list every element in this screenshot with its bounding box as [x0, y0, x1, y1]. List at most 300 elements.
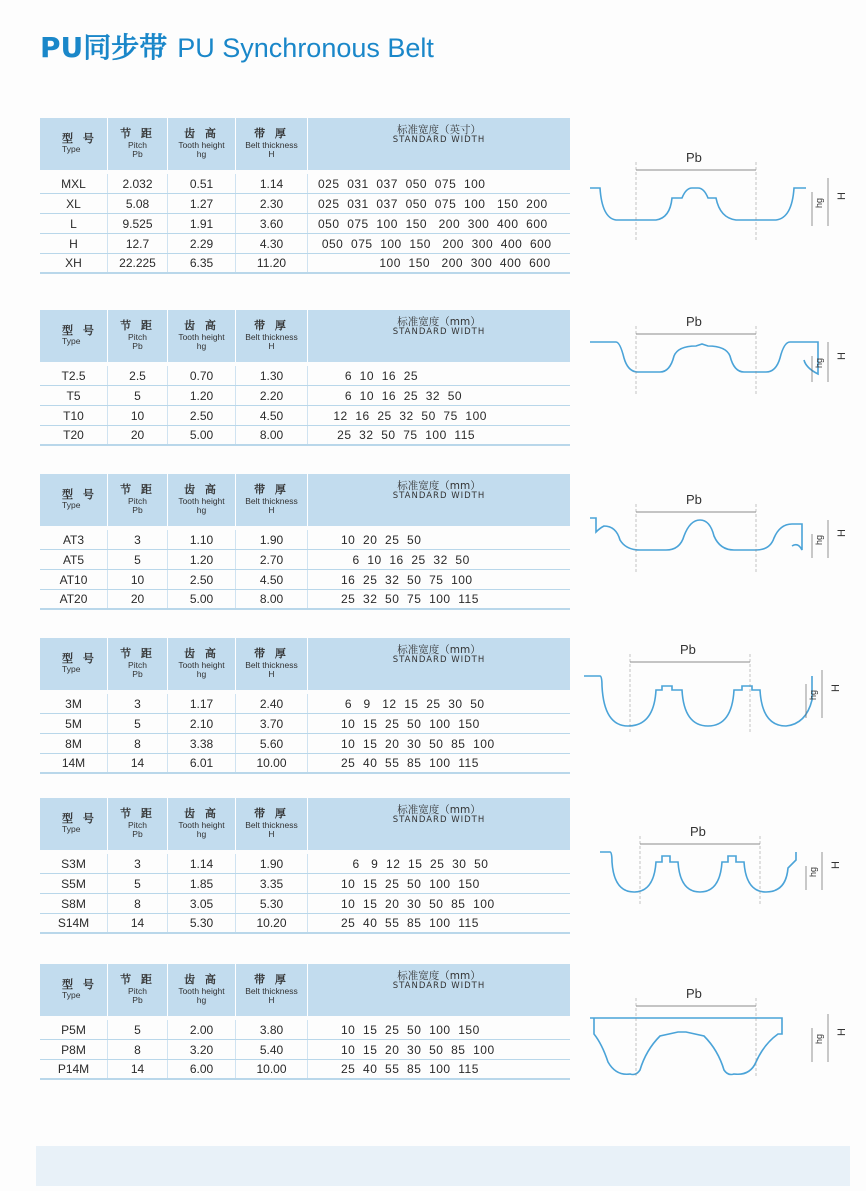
cell-tooth-height: 3.38	[168, 734, 236, 753]
cell-belt-thickness: 8.00	[236, 426, 308, 444]
cell-type: T2.5	[40, 366, 108, 385]
cell-belt-thickness: 2.30	[236, 194, 308, 213]
title-english: PU Synchronous Belt	[177, 33, 434, 63]
header-type-en: Type	[62, 144, 81, 155]
table-row	[40, 194, 570, 214]
cell-pitch: 5	[108, 714, 168, 733]
header-pitch-symbol: Pb	[132, 341, 143, 352]
cell-tooth-height: 6.35	[168, 254, 236, 272]
table-row	[40, 714, 570, 734]
table-row	[40, 366, 570, 386]
table-header	[40, 964, 570, 1016]
header-type-cn: 型 号	[62, 811, 97, 825]
table-row	[40, 214, 570, 234]
header-tooth-en: Tooth height	[178, 495, 225, 506]
header-type	[40, 798, 108, 850]
cell-belt-thickness: 2.70	[236, 550, 308, 569]
spec-table	[40, 798, 570, 934]
cell-type: P5M	[40, 1020, 108, 1039]
header-pitch-cn: 节 距	[120, 318, 155, 332]
cell-standard-widths: 12 16 25 32 50 75 100	[318, 408, 487, 423]
header-pitch-en: Pitch	[128, 819, 147, 830]
table-header	[40, 798, 570, 850]
table-row	[40, 854, 570, 874]
cell-belt-thickness: 3.60	[236, 214, 308, 233]
thickness-label: H	[830, 684, 843, 692]
cell-pitch: 14	[108, 914, 168, 932]
cell-pitch: 3	[108, 694, 168, 713]
cell-pitch: 22.225	[108, 254, 168, 272]
header-pitch	[108, 798, 168, 850]
cell-pitch: 8	[108, 734, 168, 753]
header-tooth-en: Tooth height	[178, 985, 225, 996]
thickness-label: H	[836, 1028, 849, 1036]
cell-standard-widths: 10 15 25 50 100 150	[318, 1022, 480, 1037]
header-width-en: STANDARD WIDTH	[392, 491, 486, 502]
belt-profile-svg	[580, 640, 843, 740]
header-width-en: STANDARD WIDTH	[392, 655, 486, 666]
header-type-cn: 型 号	[62, 651, 97, 665]
table-row	[40, 734, 570, 754]
header-width	[308, 638, 570, 690]
header-thickness	[236, 964, 308, 1016]
header-thickness-cn: 带 厚	[254, 318, 289, 332]
cell-standard-widths: 10 15 20 30 50 85 100	[318, 736, 495, 751]
table-row	[40, 530, 570, 550]
header-thickness-symbol: H	[268, 669, 275, 680]
cell-tooth-height: 6.01	[168, 754, 236, 772]
cell-pitch: 9.525	[108, 214, 168, 233]
cell-type: AT3	[40, 530, 108, 549]
cell-type: AT5	[40, 550, 108, 569]
cell-type: MXL	[40, 174, 108, 193]
cell-standard-widths: 10 15 25 50 100 150	[318, 876, 480, 891]
cell-belt-thickness: 4.30	[236, 234, 308, 253]
table-row	[40, 550, 570, 570]
cell-standard-widths: 10 15 20 30 50 85 100	[318, 896, 495, 911]
cell-belt-thickness: 10.00	[236, 754, 308, 772]
header-type-en: Type	[62, 990, 81, 1001]
header-type-en: Type	[62, 824, 81, 835]
cell-tooth-height: 2.50	[168, 406, 236, 425]
header-tooth	[168, 638, 236, 690]
cell-belt-thickness: 5.30	[236, 894, 308, 913]
header-thickness-en: Belt thickness	[245, 139, 298, 150]
cell-type: AT20	[40, 590, 108, 608]
cell-pitch: 2.5	[108, 366, 168, 385]
cell-pitch: 10	[108, 406, 168, 425]
cell-tooth-height: 2.50	[168, 570, 236, 589]
belt-profile-svg	[590, 822, 843, 912]
cell-standard-widths: 16 25 32 50 75 100	[318, 572, 473, 587]
cell-standard-widths: 6 9 12 15 25 30 50	[318, 696, 485, 711]
header-pitch-symbol: Pb	[132, 829, 143, 840]
cell-tooth-height: 1.91	[168, 214, 236, 233]
cell-belt-thickness: 1.90	[236, 854, 308, 873]
cell-tooth-height: 5.30	[168, 914, 236, 932]
cell-type: T5	[40, 386, 108, 405]
header-thickness-symbol: H	[268, 829, 275, 840]
header-width-en: STANDARD WIDTH	[392, 815, 486, 826]
header-thickness-cn: 带 厚	[254, 482, 289, 496]
header-tooth	[168, 310, 236, 362]
belt-outline	[590, 188, 806, 220]
header-width-en: STANDARD WIDTH	[392, 135, 486, 146]
header-tooth-cn: 齿 高	[184, 482, 219, 496]
belt-outline	[584, 676, 812, 726]
table-row	[40, 894, 570, 914]
table-row	[40, 386, 570, 406]
cell-belt-thickness: 1.30	[236, 366, 308, 385]
header-thickness-cn: 带 厚	[254, 972, 289, 986]
thickness-label: H	[836, 529, 849, 537]
cell-belt-thickness: 5.40	[236, 1040, 308, 1059]
header-width	[308, 798, 570, 850]
table-body	[40, 850, 570, 934]
table-row	[40, 570, 570, 590]
header-tooth-symbol: hg	[196, 669, 207, 680]
header-pitch-symbol: Pb	[132, 149, 143, 160]
cell-tooth-height: 5.00	[168, 426, 236, 444]
header-width-cn: 标准宽度（mm）	[397, 804, 481, 816]
tooth-height-label: hg	[813, 357, 824, 369]
cell-belt-thickness: 4.50	[236, 406, 308, 425]
cell-belt-thickness: 2.20	[236, 386, 308, 405]
cell-tooth-height: 3.05	[168, 894, 236, 913]
spec-table	[40, 118, 570, 274]
cell-belt-thickness: 3.70	[236, 714, 308, 733]
header-tooth-en: Tooth height	[178, 659, 225, 670]
cell-pitch: 5	[108, 386, 168, 405]
belt-outline	[600, 852, 796, 892]
cell-tooth-height: 5.00	[168, 590, 236, 608]
pitch-label: Pb	[686, 150, 702, 165]
header-width-cn: 标准宽度（mm）	[397, 644, 481, 656]
cell-type: H	[40, 234, 108, 253]
cell-tooth-height: 1.27	[168, 194, 236, 213]
cell-standard-widths: 050 075 100 150 200 300 400 600	[318, 236, 552, 251]
header-thickness	[236, 638, 308, 690]
header-pitch	[108, 638, 168, 690]
cell-type: S14M	[40, 914, 108, 932]
cell-belt-thickness: 10.00	[236, 1060, 308, 1078]
header-type	[40, 310, 108, 362]
header-pitch-symbol: Pb	[132, 995, 143, 1006]
spec-table	[40, 474, 570, 610]
spec-table	[40, 964, 570, 1080]
header-thickness-cn: 带 厚	[254, 646, 289, 660]
header-tooth-cn: 齿 高	[184, 972, 219, 986]
belt-profile-svg	[586, 312, 849, 404]
header-thickness-cn: 带 厚	[254, 126, 289, 140]
header-thickness-en: Belt thickness	[245, 331, 298, 342]
cell-tooth-height: 1.14	[168, 854, 236, 873]
header-width	[308, 118, 570, 170]
cell-pitch: 5.08	[108, 194, 168, 213]
header-pitch-en: Pitch	[128, 331, 147, 342]
spec-table	[40, 310, 570, 446]
table-body	[40, 170, 570, 274]
header-tooth-symbol: hg	[196, 341, 207, 352]
table-row	[40, 406, 570, 426]
tooth-height-label: hg	[813, 1033, 824, 1045]
header-tooth-cn: 齿 高	[184, 318, 219, 332]
header-width-cn: 标准宽度（mm）	[397, 970, 481, 982]
header-tooth-symbol: hg	[196, 149, 207, 160]
belt-profile-svg	[586, 148, 849, 248]
header-pitch	[108, 474, 168, 526]
cell-tooth-height: 2.10	[168, 714, 236, 733]
header-width-en: STANDARD WIDTH	[392, 327, 486, 338]
cell-standard-widths: 6 10 16 25	[318, 368, 419, 383]
header-pitch-cn: 节 距	[120, 806, 155, 820]
cell-belt-thickness: 3.35	[236, 874, 308, 893]
cell-tooth-height: 1.17	[168, 694, 236, 713]
table-header	[40, 638, 570, 690]
cell-pitch: 20	[108, 426, 168, 444]
cell-tooth-height: 2.00	[168, 1020, 236, 1039]
pitch-label: Pb	[686, 986, 702, 1001]
cell-standard-widths: 10 15 20 30 50 85 100	[318, 1042, 495, 1057]
pitch-label: Pb	[686, 314, 702, 329]
table-row	[40, 754, 570, 774]
header-pitch-cn: 节 距	[120, 482, 155, 496]
header-thickness-symbol: H	[268, 149, 275, 160]
header-tooth-cn: 齿 高	[184, 126, 219, 140]
cell-standard-widths: 6 9 12 15 25 30 50	[318, 856, 489, 871]
spec-table	[40, 638, 570, 774]
header-pitch-cn: 节 距	[120, 646, 155, 660]
cell-standard-widths: 25 32 50 75 100 115	[318, 592, 479, 606]
header-tooth-en: Tooth height	[178, 139, 225, 150]
table-row	[40, 694, 570, 714]
cell-type: XL	[40, 194, 108, 213]
table-row	[40, 874, 570, 894]
header-thickness-symbol: H	[268, 505, 275, 516]
header-tooth-symbol: hg	[196, 829, 207, 840]
cell-type: S5M	[40, 874, 108, 893]
header-width-cn: 标准宽度（mm）	[397, 316, 481, 328]
table-row	[40, 234, 570, 254]
header-type	[40, 638, 108, 690]
cell-standard-widths: 25 40 55 85 100 115	[318, 1062, 479, 1076]
belt-profile-diagram	[590, 822, 843, 912]
header-thickness-symbol: H	[268, 995, 275, 1006]
cell-tooth-height: 1.85	[168, 874, 236, 893]
header-thickness	[236, 474, 308, 526]
cell-standard-widths: 6 10 16 25 32 50	[318, 552, 470, 567]
table-row	[40, 1060, 570, 1080]
belt-profile-diagram	[586, 490, 849, 580]
header-type	[40, 964, 108, 1016]
header-tooth-symbol: hg	[196, 995, 207, 1006]
table-row	[40, 1020, 570, 1040]
cell-standard-widths: 10 20 25 50	[318, 532, 422, 547]
cell-belt-thickness: 1.90	[236, 530, 308, 549]
header-thickness-cn: 带 厚	[254, 806, 289, 820]
tooth-height-label: hg	[813, 197, 824, 209]
belt-outline	[590, 1018, 782, 1075]
header-thickness	[236, 310, 308, 362]
header-type-cn: 型 号	[62, 131, 97, 145]
cell-standard-widths: 050 075 100 150 200 300 400 600	[318, 216, 548, 231]
header-type-cn: 型 号	[62, 323, 97, 337]
header-thickness	[236, 118, 308, 170]
cell-pitch: 12.7	[108, 234, 168, 253]
cell-pitch: 14	[108, 754, 168, 772]
cell-tooth-height: 6.00	[168, 1060, 236, 1078]
table-header	[40, 310, 570, 362]
title-chinese: PU同步带	[40, 31, 168, 64]
pitch-label: Pb	[686, 492, 702, 507]
cell-tooth-height: 3.20	[168, 1040, 236, 1059]
header-width-cn: 标准宽度（英寸）	[397, 124, 481, 136]
cell-standard-widths: 25 40 55 85 100 115	[318, 756, 479, 770]
cell-pitch: 3	[108, 530, 168, 549]
table-row	[40, 426, 570, 446]
cell-belt-thickness: 2.40	[236, 694, 308, 713]
cell-pitch: 8	[108, 894, 168, 913]
cell-type: 3M	[40, 694, 108, 713]
table-header	[40, 118, 570, 170]
table-row	[40, 174, 570, 194]
cell-tooth-height: 2.29	[168, 234, 236, 253]
header-tooth	[168, 798, 236, 850]
header-type	[40, 118, 108, 170]
cell-belt-thickness: 3.80	[236, 1020, 308, 1039]
header-pitch	[108, 310, 168, 362]
header-type-cn: 型 号	[62, 977, 97, 991]
cell-standard-widths: 6 10 16 25 32 50	[318, 388, 463, 403]
cell-pitch: 5	[108, 874, 168, 893]
table-body	[40, 526, 570, 610]
thickness-label: H	[836, 352, 849, 360]
header-width-cn: 标准宽度（mm）	[397, 480, 481, 492]
header-pitch	[108, 118, 168, 170]
cell-pitch: 2.032	[108, 174, 168, 193]
cell-type: 5M	[40, 714, 108, 733]
cell-type: 14M	[40, 754, 108, 772]
header-width	[308, 310, 570, 362]
header-width	[308, 964, 570, 1016]
header-pitch-en: Pitch	[128, 495, 147, 506]
header-pitch-en: Pitch	[128, 139, 147, 150]
tooth-height-label: hg	[813, 534, 824, 546]
cell-pitch: 8	[108, 1040, 168, 1059]
pitch-label: Pb	[690, 824, 706, 839]
table-body	[40, 690, 570, 774]
header-type	[40, 474, 108, 526]
cell-pitch: 3	[108, 854, 168, 873]
belt-profile-diagram	[580, 640, 843, 740]
cell-standard-widths: 025 031 037 050 075 100	[318, 176, 486, 191]
header-tooth	[168, 964, 236, 1016]
cell-belt-thickness: 8.00	[236, 590, 308, 608]
table-body	[40, 362, 570, 446]
cell-belt-thickness: 10.20	[236, 914, 308, 932]
belt-profile-diagram	[586, 148, 849, 248]
cell-type: S8M	[40, 894, 108, 913]
table-row	[40, 914, 570, 934]
cell-tooth-height: 1.10	[168, 530, 236, 549]
cell-pitch: 14	[108, 1060, 168, 1078]
header-tooth-symbol: hg	[196, 505, 207, 516]
header-tooth-cn: 齿 高	[184, 646, 219, 660]
tooth-height-label: hg	[807, 689, 818, 701]
belt-profile-svg	[586, 984, 849, 1084]
header-pitch-cn: 节 距	[120, 972, 155, 986]
thickness-label: H	[830, 861, 843, 869]
pitch-label: Pb	[680, 642, 696, 657]
header-type-cn: 型 号	[62, 487, 97, 501]
header-thickness-en: Belt thickness	[245, 495, 298, 506]
header-tooth-cn: 齿 高	[184, 806, 219, 820]
belt-profile-svg	[586, 490, 849, 580]
header-tooth-en: Tooth height	[178, 331, 225, 342]
cell-belt-thickness: 11.20	[236, 254, 308, 272]
page-title	[40, 26, 434, 66]
header-type-en: Type	[62, 500, 81, 511]
header-pitch-symbol: Pb	[132, 669, 143, 680]
table-row	[40, 1040, 570, 1060]
cell-tooth-height: 1.20	[168, 550, 236, 569]
header-thickness-en: Belt thickness	[245, 819, 298, 830]
cell-type: S3M	[40, 854, 108, 873]
header-thickness-symbol: H	[268, 341, 275, 352]
table-header	[40, 474, 570, 526]
thickness-label: H	[836, 192, 849, 200]
cell-pitch: 20	[108, 590, 168, 608]
header-pitch-en: Pitch	[128, 985, 147, 996]
cell-type: AT10	[40, 570, 108, 589]
belt-outline	[590, 342, 818, 374]
header-width	[308, 474, 570, 526]
header-pitch-cn: 节 距	[120, 126, 155, 140]
cell-type: P8M	[40, 1040, 108, 1059]
cell-type: T20	[40, 426, 108, 444]
cell-type: T10	[40, 406, 108, 425]
header-width-en: STANDARD WIDTH	[392, 981, 486, 992]
cell-tooth-height: 0.51	[168, 174, 236, 193]
cell-pitch: 10	[108, 570, 168, 589]
cell-type: 8M	[40, 734, 108, 753]
header-type-en: Type	[62, 664, 81, 675]
cell-belt-thickness: 5.60	[236, 734, 308, 753]
cell-belt-thickness: 1.14	[236, 174, 308, 193]
tooth-height-label: hg	[807, 866, 818, 878]
cell-belt-thickness: 4.50	[236, 570, 308, 589]
header-pitch-en: Pitch	[128, 659, 147, 670]
header-thickness-en: Belt thickness	[245, 985, 298, 996]
cell-tooth-height: 0.70	[168, 366, 236, 385]
belt-profile-diagram	[586, 984, 849, 1084]
header-tooth-en: Tooth height	[178, 819, 225, 830]
table-row	[40, 254, 570, 274]
cell-standard-widths: 25 40 55 85 100 115	[318, 916, 479, 930]
cell-type: XH	[40, 254, 108, 272]
header-pitch-symbol: Pb	[132, 505, 143, 516]
header-thickness-en: Belt thickness	[245, 659, 298, 670]
header-thickness	[236, 798, 308, 850]
cell-standard-widths: 100 150 200 300 400 600	[318, 256, 551, 270]
cell-pitch: 5	[108, 1020, 168, 1039]
table-row	[40, 590, 570, 610]
belt-outline	[590, 518, 802, 550]
cell-standard-widths: 025 031 037 050 075 100 150 200	[318, 196, 548, 211]
cell-pitch: 5	[108, 550, 168, 569]
footer-band	[36, 1146, 850, 1186]
header-type-en: Type	[62, 336, 81, 347]
